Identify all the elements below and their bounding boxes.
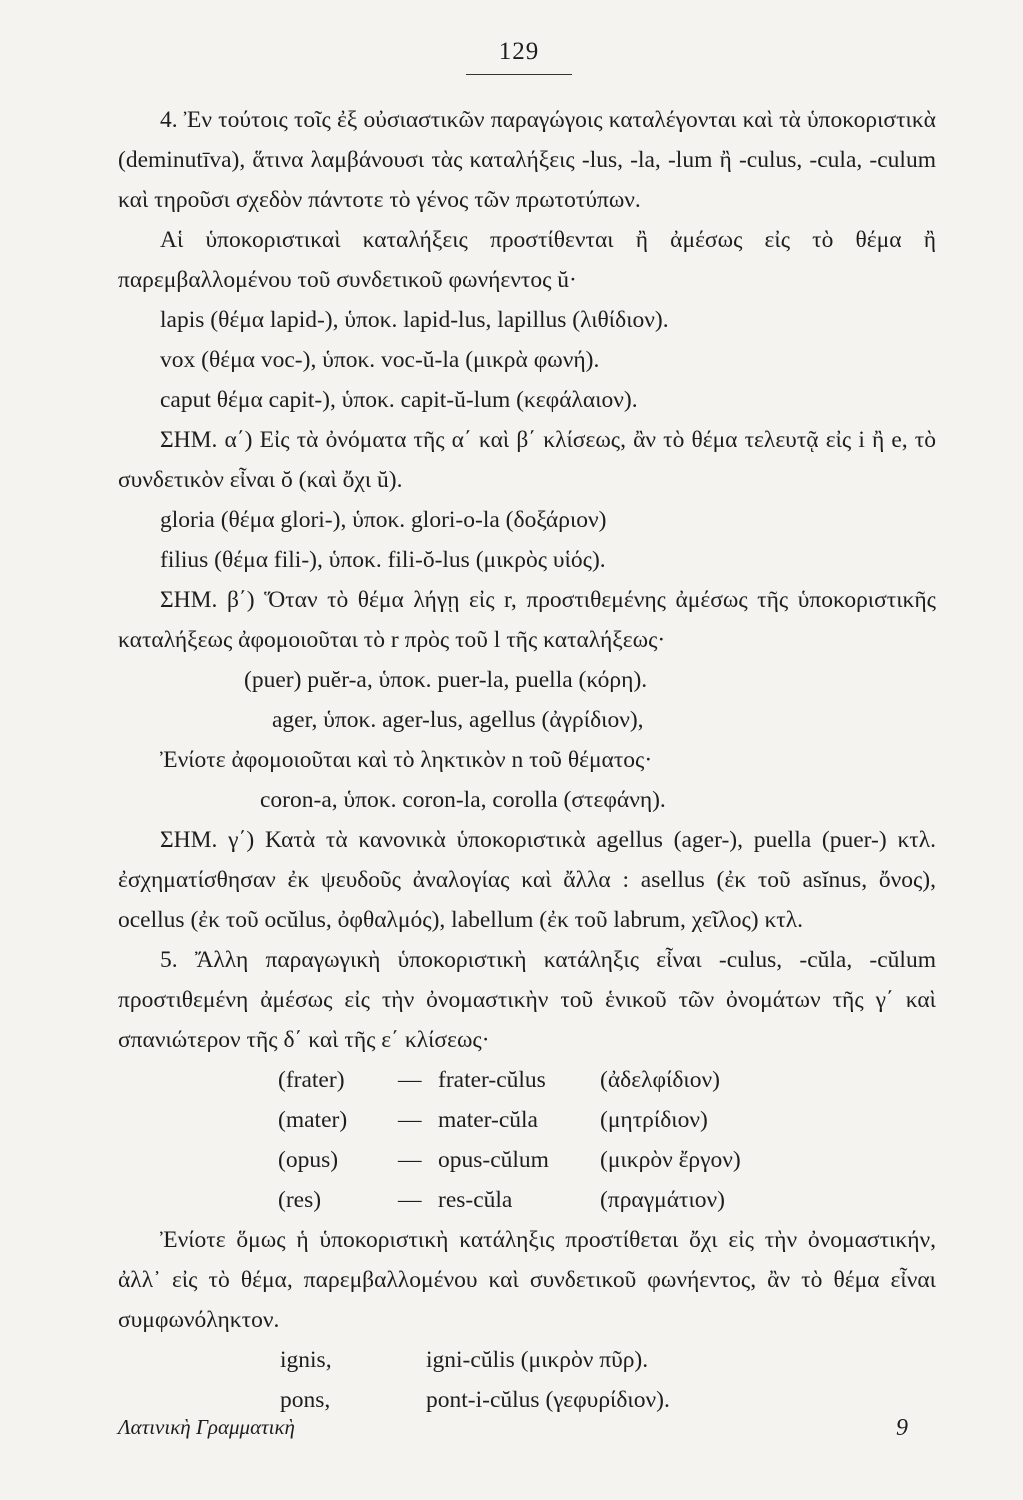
example-gloria: gloria (θέμα glori-), ὑποκ. glori-o-la (δοξάριον) (160, 507, 607, 533)
table-row (278, 1100, 741, 1140)
note-a: ΣΗΜ. α΄) Εἰς τὰ ὀνόματα τῆς α΄ καὶ β΄ κλίσεως, ἂν τὸ θέμα τελευτᾷ εἰς i ἢ e, τὸ συνδετικὸν εἶναι ŏ (καὶ ὄχι ŭ). (118, 427, 936, 493)
stem-example-base: pons, (280, 1387, 331, 1413)
example-filius: filius (θέμα fili-), ὑποκ. fili-ŏ-lus (μικρὸς υἱός). (160, 547, 606, 573)
example-caput: caput θέμα capit-), ὑποκ. capit-ŭ-lum (κεφάλαιον). (160, 387, 638, 413)
page-body (118, 100, 936, 1420)
table-cell-form: opus-cŭlum (438, 1147, 549, 1173)
footer-signature-mark: 9 (896, 1415, 908, 1441)
section-5-intro: 5. Ἄλλη παραγωγικὴ ὑποκοριστικὴ κατάληξις εἶναι -culus, -cŭla, -cŭlum προστιθεμένη ἀμέσως εἰς τὴν ὀνομαστικὴν τοῦ ἑνικοῦ τῶν ὀνομάτων τῆς γ΄ καὶ σπανιώτερον τῆς δ΄ καὶ τῆς ε΄ κλίσεως· (118, 947, 936, 1053)
diminutive-table (278, 1060, 741, 1220)
stem-example-form: igni-cŭlis (μικρὸν πῦρ). (426, 1347, 649, 1373)
table-cell-base: (frater) (278, 1067, 345, 1093)
page-number-rule (466, 74, 572, 75)
table-cell-form: frater-cŭlus (438, 1067, 546, 1093)
sometimes-line: Ἐνίοτε ἀφομοιοῦται καὶ τὸ ληκτικὸν n τοῦ θέματος· (160, 747, 653, 773)
table-cell-base: (opus) (278, 1147, 339, 1173)
section-4-intro: 4. Ἐν τούτοις τοῖς ἐξ οὐσιαστικῶν παραγώγοις καταλέγονται καὶ τὰ ὑποκοριστικὰ (deminutīva), ἅτινα λαμβάνουσι τὰς καταλήξεις -lus, -la, -lum ἢ -culus, -cula, -culum καὶ τηροῦσι σχεδὸν πάντοτε τὸ γένος τῶν πρωτοτύπων. (118, 107, 936, 213)
list-item (280, 1380, 670, 1420)
table-cell-gloss: (ἀδελφίδιον) (600, 1067, 720, 1093)
stem-example-base: ignis, (280, 1347, 332, 1373)
stem-example-form: pont-i-cŭlus (γεφυρίδιον). (426, 1387, 670, 1413)
page-footer (118, 1415, 908, 1440)
example-lapis: lapis (θέμα lapid-), ὑποκ. lapid-lus, lapillus (λιθίδιον). (160, 307, 669, 333)
table-cell-gloss: (μητρίδιον) (600, 1107, 708, 1133)
table-row (278, 1140, 741, 1180)
table-cell-base: (res) (278, 1187, 322, 1213)
section-4-paragraph-2: Αἱ ὑποκοριστικαὶ καταλήξεις προστίθενται ἢ ἀμέσως εἰς τὸ θέμα ἢ παρεμβαλλομένου τοῦ συνδετικοῦ φωνήεντος ŭ· (118, 227, 936, 293)
table-cell-base: (mater) (278, 1107, 348, 1133)
footer-book-title: Λατινικὴ Γραμματικὴ (118, 1415, 295, 1439)
table-row (278, 1060, 741, 1100)
example-vox: vox (θέμα voc-), ὑποκ. voc-ŭ-la (μικρὰ φωνή). (160, 347, 600, 373)
table-cell-gloss: (πραγμάτιον) (600, 1187, 725, 1213)
list-item (280, 1340, 670, 1380)
table-cell-dash: — (398, 1067, 422, 1093)
section-5-paragraph-2: Ἐνίοτε ὅμως ἡ ὑποκοριστικὴ κατάληξις προστίθεται ὄχι εἰς τὴν ὀνομαστικήν, ἀλλ᾽ εἰς τὸ θέμα, παρεμβαλλομένου καὶ συνδετικοῦ φωνήεντος, ἂν τὸ θέμα εἶναι συμφωνόληκτον. (118, 1227, 936, 1333)
example-ager: ager, ὑποκ. ager-lus, agellus (ἀγρίδιον), (272, 707, 644, 733)
table-cell-dash: — (398, 1187, 422, 1213)
table-cell-gloss: (μικρὸν ἔργον) (600, 1147, 741, 1173)
table-row (278, 1180, 741, 1220)
page-number: 129 (498, 38, 540, 65)
stem-examples (280, 1340, 670, 1420)
example-puer: (puer) puĕr-a, ὑποκ. puer-la, puella (κόρη). (244, 667, 648, 693)
note-c: ΣΗΜ. γ΄) Κατὰ τὰ κανονικὰ ὑποκοριστικὰ agellus (ager-), puella (puer-) κτλ. ἐσχηματίσθησαν ἐκ ψευδοῦς ἀναλογίας καὶ ἄλλα : asellus (ἐκ τοῦ asĭnus, ὄνος), ocellus (ἐκ τοῦ ocŭlus, ὀφθαλμός), labellum (ἐκ τοῦ labrum, χεῖλος) κτλ. (118, 827, 936, 933)
table-cell-form: res-cŭla (438, 1187, 513, 1213)
table-cell-dash: — (398, 1147, 422, 1173)
table-cell-dash: — (398, 1107, 422, 1133)
table-cell-form: mater-cŭla (438, 1107, 538, 1133)
example-corona: coron-a, ὑποκ. coron-la, corolla (στεφάνη). (260, 787, 666, 813)
note-b: ΣΗΜ. β΄) Ὅταν τὸ θέμα λήγῃ εἰς r, προστιθεμένης ἀμέσως τῆς ὑποκοριστικῆς καταλήξεως ἀφομοιοῦται τὸ r πρὸς τοῦ l τῆς καταλήξεως· (118, 587, 936, 653)
